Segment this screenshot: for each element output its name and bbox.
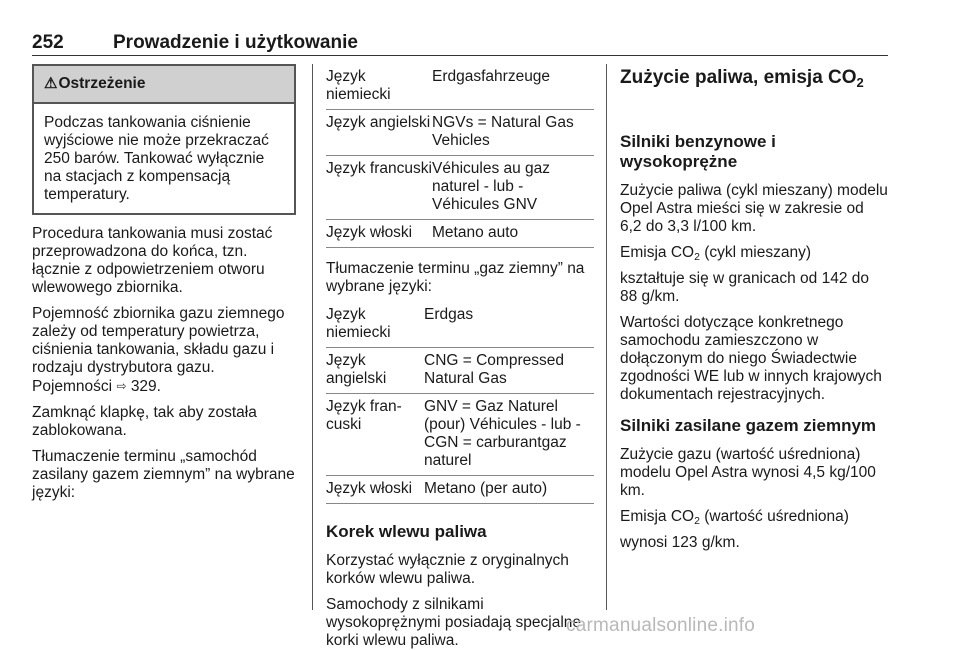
paragraph-vehicle-values: Wartości dotyczące konkretnego samochodu zamieszczono w dołączonym do niego Świadectwie zgodności WE lub w innych krajowych dokumentach rejestracyjnych. bbox=[620, 314, 882, 403]
table-row bbox=[326, 394, 594, 476]
paragraph-original-caps: Korzystać wyłącznie z oryginalnych korków wlewu paliwa. bbox=[326, 552, 569, 587]
column-divider-right bbox=[606, 64, 607, 610]
co2-subscript: 2 bbox=[694, 251, 700, 263]
translation-table-gas bbox=[326, 302, 594, 503]
table-row bbox=[326, 220, 594, 247]
capacity-ref-prefix: Pojemności bbox=[32, 378, 113, 395]
subheading-fuel-cap: Korek wlewu paliwa bbox=[326, 522, 487, 541]
section-title-subscript: 2 bbox=[856, 75, 864, 90]
paragraph-co2-gas-value: wynosi 123 g/km. bbox=[620, 534, 740, 551]
table-row bbox=[326, 348, 594, 394]
co2-gas-subscript: 2 bbox=[694, 515, 700, 527]
paragraph-close-flap: Zamknąć klapkę, tak aby została zablokowana. bbox=[32, 404, 257, 439]
table-cell-language: Język niemiecki bbox=[326, 306, 391, 341]
subheading-natural-gas: Silniki zasilane gazem ziemnym bbox=[620, 416, 877, 435]
table-row bbox=[326, 476, 594, 503]
capacity-ref-page[interactable]: 329. bbox=[130, 378, 161, 395]
table-row bbox=[326, 156, 594, 220]
paragraph-fuel-consumption: Zużycie paliwa (cykl mieszany) modelu Opel Astra mieści się w zakresie od 6,2 do 3,3 l/100 km. bbox=[620, 182, 888, 235]
column-middle bbox=[326, 64, 594, 650]
table-bottom-rule bbox=[326, 247, 594, 248]
warning-box bbox=[32, 64, 296, 215]
table-cell-term: NGVs = Natural Gas Vehicles bbox=[432, 114, 574, 149]
warning-triangle-icon: ⚠ bbox=[44, 75, 58, 92]
table-row bbox=[326, 64, 594, 110]
page-reference-arrow-icon[interactable]: ⇨ bbox=[116, 379, 127, 393]
table-cell-language: Język francuski bbox=[326, 398, 402, 433]
paragraph-gas-consumption: Zużycie gazu (wartość uśredniona) modelu Opel Astra wynosi 4,5 kg/100 km. bbox=[620, 446, 876, 499]
header-divider bbox=[32, 55, 888, 56]
column-left bbox=[32, 64, 296, 502]
paragraph-translation-vehicle: Tłumaczenie terminu „samochód zasilany gazem ziemnym” na wybrane języki: bbox=[32, 448, 295, 501]
paragraph-translation-gas: Tłumaczenie terminu „gaz ziemny” na wybrane języki: bbox=[326, 260, 585, 295]
co2-gas-qualifier: (wartość uśredniona) bbox=[699, 508, 849, 525]
column-divider-left bbox=[312, 64, 313, 610]
table-cell-term: Metano auto bbox=[432, 224, 519, 241]
table-cell-language: Język włoski bbox=[326, 224, 413, 241]
paragraph-diesel-caps: Samochody z silnikami wysokoprężnymi posiadają specjalne korki wlewu paliwa. bbox=[326, 596, 582, 649]
warning-header bbox=[34, 66, 294, 104]
co2-qualifier: (cykl mieszany) bbox=[699, 244, 812, 261]
table-cell-term: Erdgasfahrzeuge bbox=[432, 68, 551, 85]
paragraph-procedure: Procedura tankowania musi zostać przeprowadzona do końca, tzn. łącznie z odpowietrzeniem otworu wlewowego zbiornika. bbox=[32, 225, 273, 296]
table-cell-term: GNV = Gaz Naturel (pour) Véhicules - lub - CGN = carburantgaz naturel bbox=[424, 398, 581, 469]
paragraph-capacity-text: Pojemność zbiornika gazu ziemnego zależy od temperatury powietrza, ciśnienia tankowania, składu gazu i rodzaju dystrybutora gazu. bbox=[32, 305, 285, 376]
translation-table-vehicle bbox=[326, 64, 594, 247]
table-row bbox=[326, 302, 594, 348]
table-bottom-rule bbox=[326, 503, 594, 504]
table-row bbox=[326, 110, 594, 156]
section-title-text: Zużycie paliwa, emisja CO bbox=[620, 67, 857, 88]
table-cell-term: CNG = Compressed Natural Gas bbox=[424, 352, 564, 387]
warning-text: Podczas tankowania ciśnienie wyjściowe nie może przekraczać 250 barów. Tankować wyłącznie na stacjach z kompensacją temperatury. bbox=[44, 114, 269, 203]
page-number: 252 bbox=[32, 32, 64, 53]
section-title bbox=[620, 67, 888, 94]
paragraph-capacity bbox=[32, 305, 296, 396]
paragraph-co2-range: kształtuje się w granicach od 142 do 88 g/km. bbox=[620, 270, 870, 305]
co2-text: Emisja CO bbox=[620, 244, 695, 261]
table-cell-term: Véhicules au gaz naturel - lub - Véhicules GNV bbox=[432, 160, 551, 213]
warning-title: Ostrzeżenie bbox=[58, 75, 146, 92]
subheading-petrol-diesel: Silniki benzynowe i wysokoprężne bbox=[620, 132, 776, 171]
table-cell-language: Język francuski bbox=[326, 160, 432, 177]
table-cell-term: Metano (per auto) bbox=[424, 480, 548, 497]
co2-gas-text: Emisja CO bbox=[620, 508, 695, 525]
table-cell-language: Język włoski bbox=[326, 480, 413, 497]
table-cell-term: Erdgas bbox=[424, 306, 474, 323]
table-cell-language: Język niemiecki bbox=[326, 68, 391, 103]
page-header-title: Prowadzenie i użytkowanie bbox=[113, 32, 358, 53]
column-right bbox=[620, 64, 888, 552]
paragraph-co2-label bbox=[620, 244, 888, 262]
paragraph-co2-gas-label bbox=[620, 508, 888, 526]
table-cell-language: Język angielski bbox=[326, 352, 387, 387]
watermark-text: carmanualsonline.info bbox=[566, 615, 756, 636]
table-cell-language: Język angielski bbox=[326, 114, 431, 131]
